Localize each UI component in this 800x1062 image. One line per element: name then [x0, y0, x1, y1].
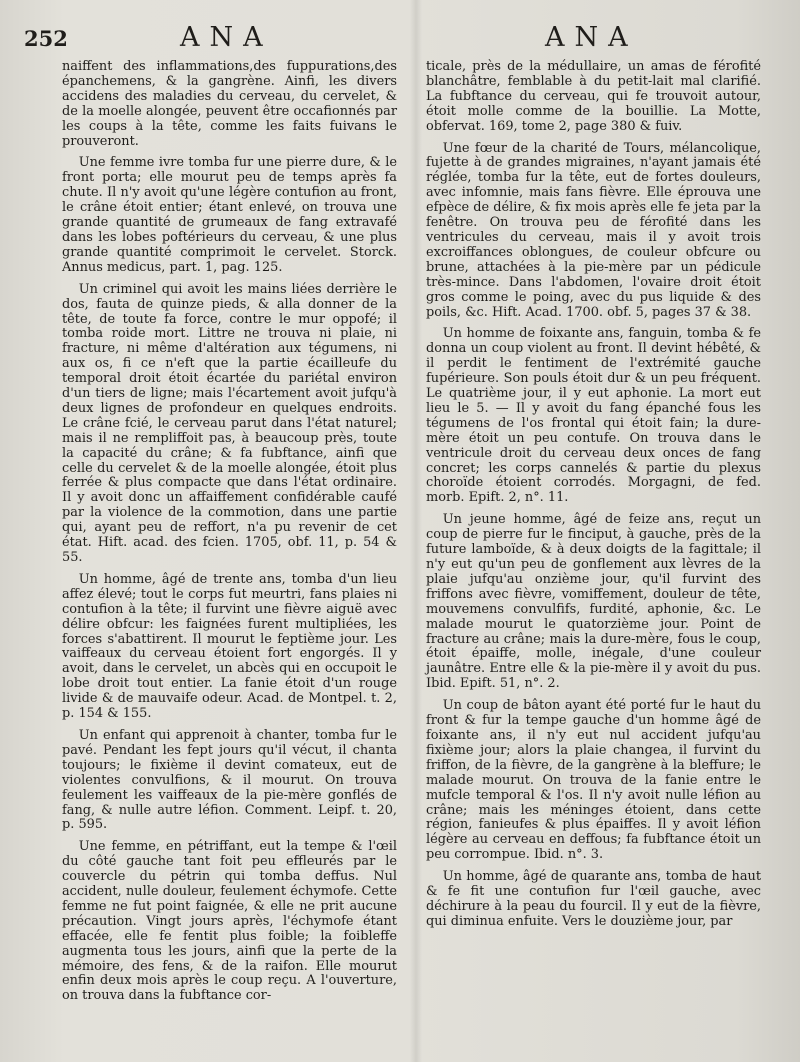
paragraph: Un coup de bâton ayant été porté fur le haut du front & fur la tempe gauche d'un homme âgé de foixante ans, il n'y eut nul accident jufqu'au fixième jour; alors la plaie changea, il furvint du friffon, de la fièvre, de la gangrène à la bleffure; le malade mourut. On trouva de la fanie entre le mufcle temporal & l'os. Il n'y avoit nulle léfion au crâne; mais les méninges étoient, dans cette région, fanieufes & plus épaiffes. Il y avoit léfion légère au cerveau en deffous; fa fubftance étoit un peu corrompue. Ibid. n°. 3.	[426, 698, 761, 863]
paragraph: Un homme de foixante ans, fanguin, tomba & fe donna un coup violent au front. Il devint hébêté, & il perdit le fentiment de l'extrémité gauche fupérieure. Son pouls étoit dur & un peu fréquent. Le quatrième jour, il y eut aphonie. La mort eut lieu le 5. — Il y avoit du fang épanché fous les tégumens de l'os frontal qui étoit fain; la dure-mère étoit un peu contufe. On trouva dans le ventricule droit du cerveau deux onces de fang concret; les corps cannelés & partie du plexus choroïde étoient corrodés. Morgagni, de fed. morb. Epift. 2, n°. 11.	[426, 326, 761, 506]
running-head-left: ANA	[180, 22, 273, 53]
paragraph: Une fœur de la charité de Tours, mélancolique, fujette à de grandes migraines, n'ayant jamais été réglée, tomba fur la tête, eut de fortes douleurs, avec infomnie, mais fans fièvre. Elle éprouva une efpèce de délire, & fix mois après elle fe jeta par la fenêtre. On trouva peu de férofité dans les ventricules du cerveau, mais il y avoit trois excroiffances oblongues, de couleur obfcure ou brune, attachées à la pie-mère par un pédicule très-mince. Dans l'abdomen, l'ovaire droit étoit gros comme le poing, avec du pus liquide & des poils, &c. Hift. Acad. 1700. obf. 5, pages 37 & 38.	[426, 140, 761, 320]
page-fold-shadow	[410, 0, 422, 1062]
paragraph: Une femme ivre tomba fur une pierre dure, & le front porta; elle mourut peu de temps après fa chute. Il n'y avoit qu'une légère contufion au front, le crâne étoit entier; étant enlevé, on trouva une grande quantité de grumeaux de fang extravafé dans les lobes poftérieurs du cerveau, & une plus grande quantité comprimoit le cervelet. Storck. Annus medicus, part. 1, pag. 125.	[62, 155, 397, 275]
paragraph: Un homme, âgé de trente ans, tomba d'un lieu affez élevé; tout le corps fut meurtri, fans plaies ni contufion à la tête; il furvint une fièvre aiguë avec délire obfcur: les faignées furent multipliées, les forces s'abattirent. Il mourut le feptième jour. Les vaiffeaux du cerveau étoient fort engorgés. Il y avoit, dans le cervelet, un abcès qui en occupoit le lobe droit tout entier. La fanie étoit d'un rouge livide & de mauvaife odeur. Acad. de Montpel. t. 2, p. 154 & 155.	[62, 571, 397, 722]
left-column	[62, 60, 397, 1004]
paragraph: Un criminel qui avoit les mains liées derrière le dos, fauta de quinze pieds, & alla donner de la tête, de toute fa force, contre le mur oppofé; il tomba roide mort. Littre ne trouva ni plaie, ni fracture, ni même d'altération aux tégumens, ni aux os, fi ce n'eft que la partie écailleufe du temporal droit étoit écartée du pariétal environ d'un tiers de ligne; mais l'écartement avoit jufqu'à deux lignes de profondeur en quelques endroits. Le crâne fcié, le cerveau parut dans l'état naturel; mais il ne rempliffoit pas, à beaucoup près, toute la capacité du crâne; & fa fubftance, ainfi que celle du cervelet & de la moelle alongée, étoit plus ferrée & plus compacte que dans l'état ordinaire. Il y avoit donc un affaiffement confidérable caufé par la violence de la commotion, dans une partie qui, ayant peu de reffort, n'a pu revenir de cet état. Hift. acad. des fcien. 1705, obf. 11, p. 54 & 55.	[62, 281, 397, 565]
paragraph: ticale, près de la médullaire, un amas de férofité blanchâtre, femblable à du petit-lait mal clarifié. La fubftance du cerveau, qui fe trouvoit autour, étoit molle comme de la bouillie. La Motte, obfervat. 169, tome 2, page 380 & fuiv.	[426, 59, 761, 134]
paragraph: Une femme, en pétriffant, eut la tempe & l'œil du côté gauche tant foit peu effleurés par le couvercle du pétrin qui tomba deffus. Nul accident, nulle douleur, feulement échymofe. Cette femme ne fut point faignée, & elle ne prit aucune précaution. Vingt jours après, l'échymofe étant effacée, elle fe fentit plus foible; la foibleffe augmenta tous les jours, ainfi que la perte de la mémoire, des fens, & de la raifon. Elle mourut enfin deux mois après le coup reçu. A l'ouverture, on trouva dans la fubftance cor-	[62, 839, 397, 1004]
paragraph: naiffent des inflammations,des fuppurations,des épanchemens, & la gangrène. Ainfi, les divers accidens des maladies du cerveau, du cervelet, & de la moelle alongée, peuvent être occafionnés par les coups à la tête, comme les faits fuivans le prouveront.	[62, 59, 397, 149]
page-header	[0, 22, 800, 58]
paragraph: Un enfant qui apprenoit à chanter, tomba fur le pavé. Pendant les fept jours qu'il vécut, il chanta toujours; le fixième il devint comateux, eut de violentes convulfions, & il mourut. On trouva feulement les vaiffeaux de la pie-mère gonflés de fang, & nulle autre léfion. Comment. Leipf. t. 20, p. 595.	[62, 727, 397, 833]
running-head-right: ANA	[545, 22, 638, 53]
page-number: 252	[24, 26, 68, 51]
right-column	[426, 60, 761, 930]
paragraph: Un jeune homme, âgé de feize ans, reçut un coup de pierre fur le finciput, à gauche, près de la future lamboïde, & à deux doigts de la fagittale; il n'y eut qu'un peu de gonflement aux lèvres de la plaie jufqu'au onzième jour, qu'il furvint des friffons avec fièvre, vomiffement, douleur de tête, mouvemens convulfifs, furdité, aphonie, &c. Le malade mourut le quatorzième jour. Point de fracture au crâne; mais la dure-mère, fous le coup, étoit épaiffe, molle, inégale, d'une couleur jaunâtre. Entre elle & la pie-mère il y avoit du pus. Ibid. Epift. 51, n°. 2.	[426, 512, 761, 692]
paragraph: Un homme, âgé de quarante ans, tomba de haut & fe fit une contufion fur l'œil gauche, avec déchirure à la peau du fourcil. Il y eut de la fièvre, qui diminua enfuite. Vers le douzième jour, par	[426, 869, 761, 929]
